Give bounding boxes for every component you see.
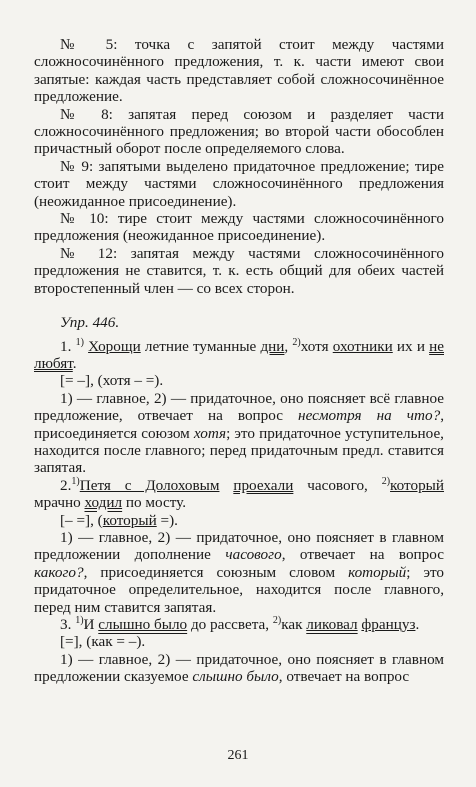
sentence-text: их и [392,337,430,355]
predicate-word: дни [260,337,285,355]
sentence-text: часового, [293,476,382,494]
analysis-conjunction: хотя [193,424,227,442]
analysis-text: 1) — главное, 2) — придаточное, оно поясняет в главном предложении дополнение [34,528,444,564]
predicate-word: слышно было [98,616,188,633]
predicate-word: ходил [84,494,123,512]
note-12: № 12: запятая между частями сложносочинённого предложения не ставится, т. к. есть общий для обеих частей второстепенный член — со всех сторон. [34,244,444,297]
scheme-3: [=], (как = –). [60,633,146,651]
subject-word: который [390,476,445,494]
sentence-text: как [281,616,307,633]
analysis-text: ; это придаточное определительное, находится после главного, перед ним ставится запятая. [34,563,444,616]
clause-marker: 2) [292,336,301,348]
sentence-text: до рассвета, [187,616,273,633]
sentence-text: И [83,616,99,633]
scheme-2 [34,512,444,529]
sentence-text: мрачно [34,494,85,512]
analysis-text: , присоединяется союзным словом [83,563,349,581]
spacer [34,297,444,314]
clause-marker: 2) [272,614,282,626]
note-10: № 10: тире стоит между частями сложносочинённого предложения (неожиданное присоединение). [34,210,444,245]
clause-marker: 1) [75,336,84,348]
sentence-1 [34,338,444,373]
exercise-heading: Упр. 446. [60,314,120,332]
sentence-text: хотя [300,337,333,355]
analysis-text: 1) — главное, 2) — придаточное, оно поясняет всё главное предложение, отвечает на вопрос [34,389,444,425]
sentence-3 [34,616,444,633]
analysis-1 [34,390,444,477]
exercise-item-1 [34,338,444,477]
subject-word: охотники [332,337,393,355]
sentence-text [219,477,233,494]
sentence-text: . [415,616,420,633]
analysis-text: , отвечает на вопрос [281,546,444,564]
predicate-word: не любят [34,337,444,372]
analysis-question: несмотря на что? [298,407,441,425]
scheme-text: =). [156,511,178,529]
analysis-word: часового [225,546,282,564]
analysis-text: 1) — главное, 2) — придаточное, оно поясняет в главном предложении сказуемое [34,650,444,686]
analysis-3 [34,651,444,686]
analysis-text: , присоединяется союзом [34,407,444,442]
sentence-text: по мосту. [122,494,187,512]
sentence-text: , [284,337,293,355]
analysis-text: , отвечает на вопрос [278,668,410,686]
subject-word: Хорощи [88,337,141,355]
item-number: 3. [60,616,76,633]
exercise-item-2 [34,477,444,616]
sentence-text: . [72,354,77,372]
analysis-question: какого? [34,563,84,581]
subject-word: Петя с Долоховым [79,476,220,494]
exercise-item-3 [34,616,444,686]
sentence-2 [34,477,444,512]
analysis-2 [34,529,444,616]
clause-marker: 2) [381,475,391,487]
scheme-text: [– =], ( [60,511,103,529]
sentence-text: летние туманные [140,337,261,355]
analysis-text: ; это придаточное уступительное, находится после главного; перед придаточным предл. ставится запятая. [34,424,444,477]
scheme-word: который [102,511,157,529]
item-number: 2. [60,476,72,494]
note-5: № 5: точка с запятой стоит между частями сложносочинённого предложения, т. к. части имеют свои запятые: каждая часть представляет собой сложносочинённое предложение. [34,36,444,106]
analysis-word: слышно было [192,668,279,686]
predicate-word: проехали [233,476,294,494]
notes-block [34,36,444,297]
subject-word: француз [361,616,416,633]
note-9: № 9: запятыми выделено придаточное предложение; тире стоит между частями сложносочинённого предложения (неожиданное присоединение). [34,157,444,210]
scheme-1: [= –], (хотя – =). [60,372,164,390]
page-number: 261 [227,748,249,763]
analysis-conjunction: который [348,563,407,581]
clause-marker: 1) [71,475,80,487]
predicate-word: ликовал [306,616,358,633]
clause-marker: 1) [75,614,84,626]
item-number: 1. [60,337,76,355]
note-8: № 8: запятая перед союзом и разделяет части сложносочинённого предложения; во второй части обособлен причастный оборот после определяемого слова. [34,105,444,158]
